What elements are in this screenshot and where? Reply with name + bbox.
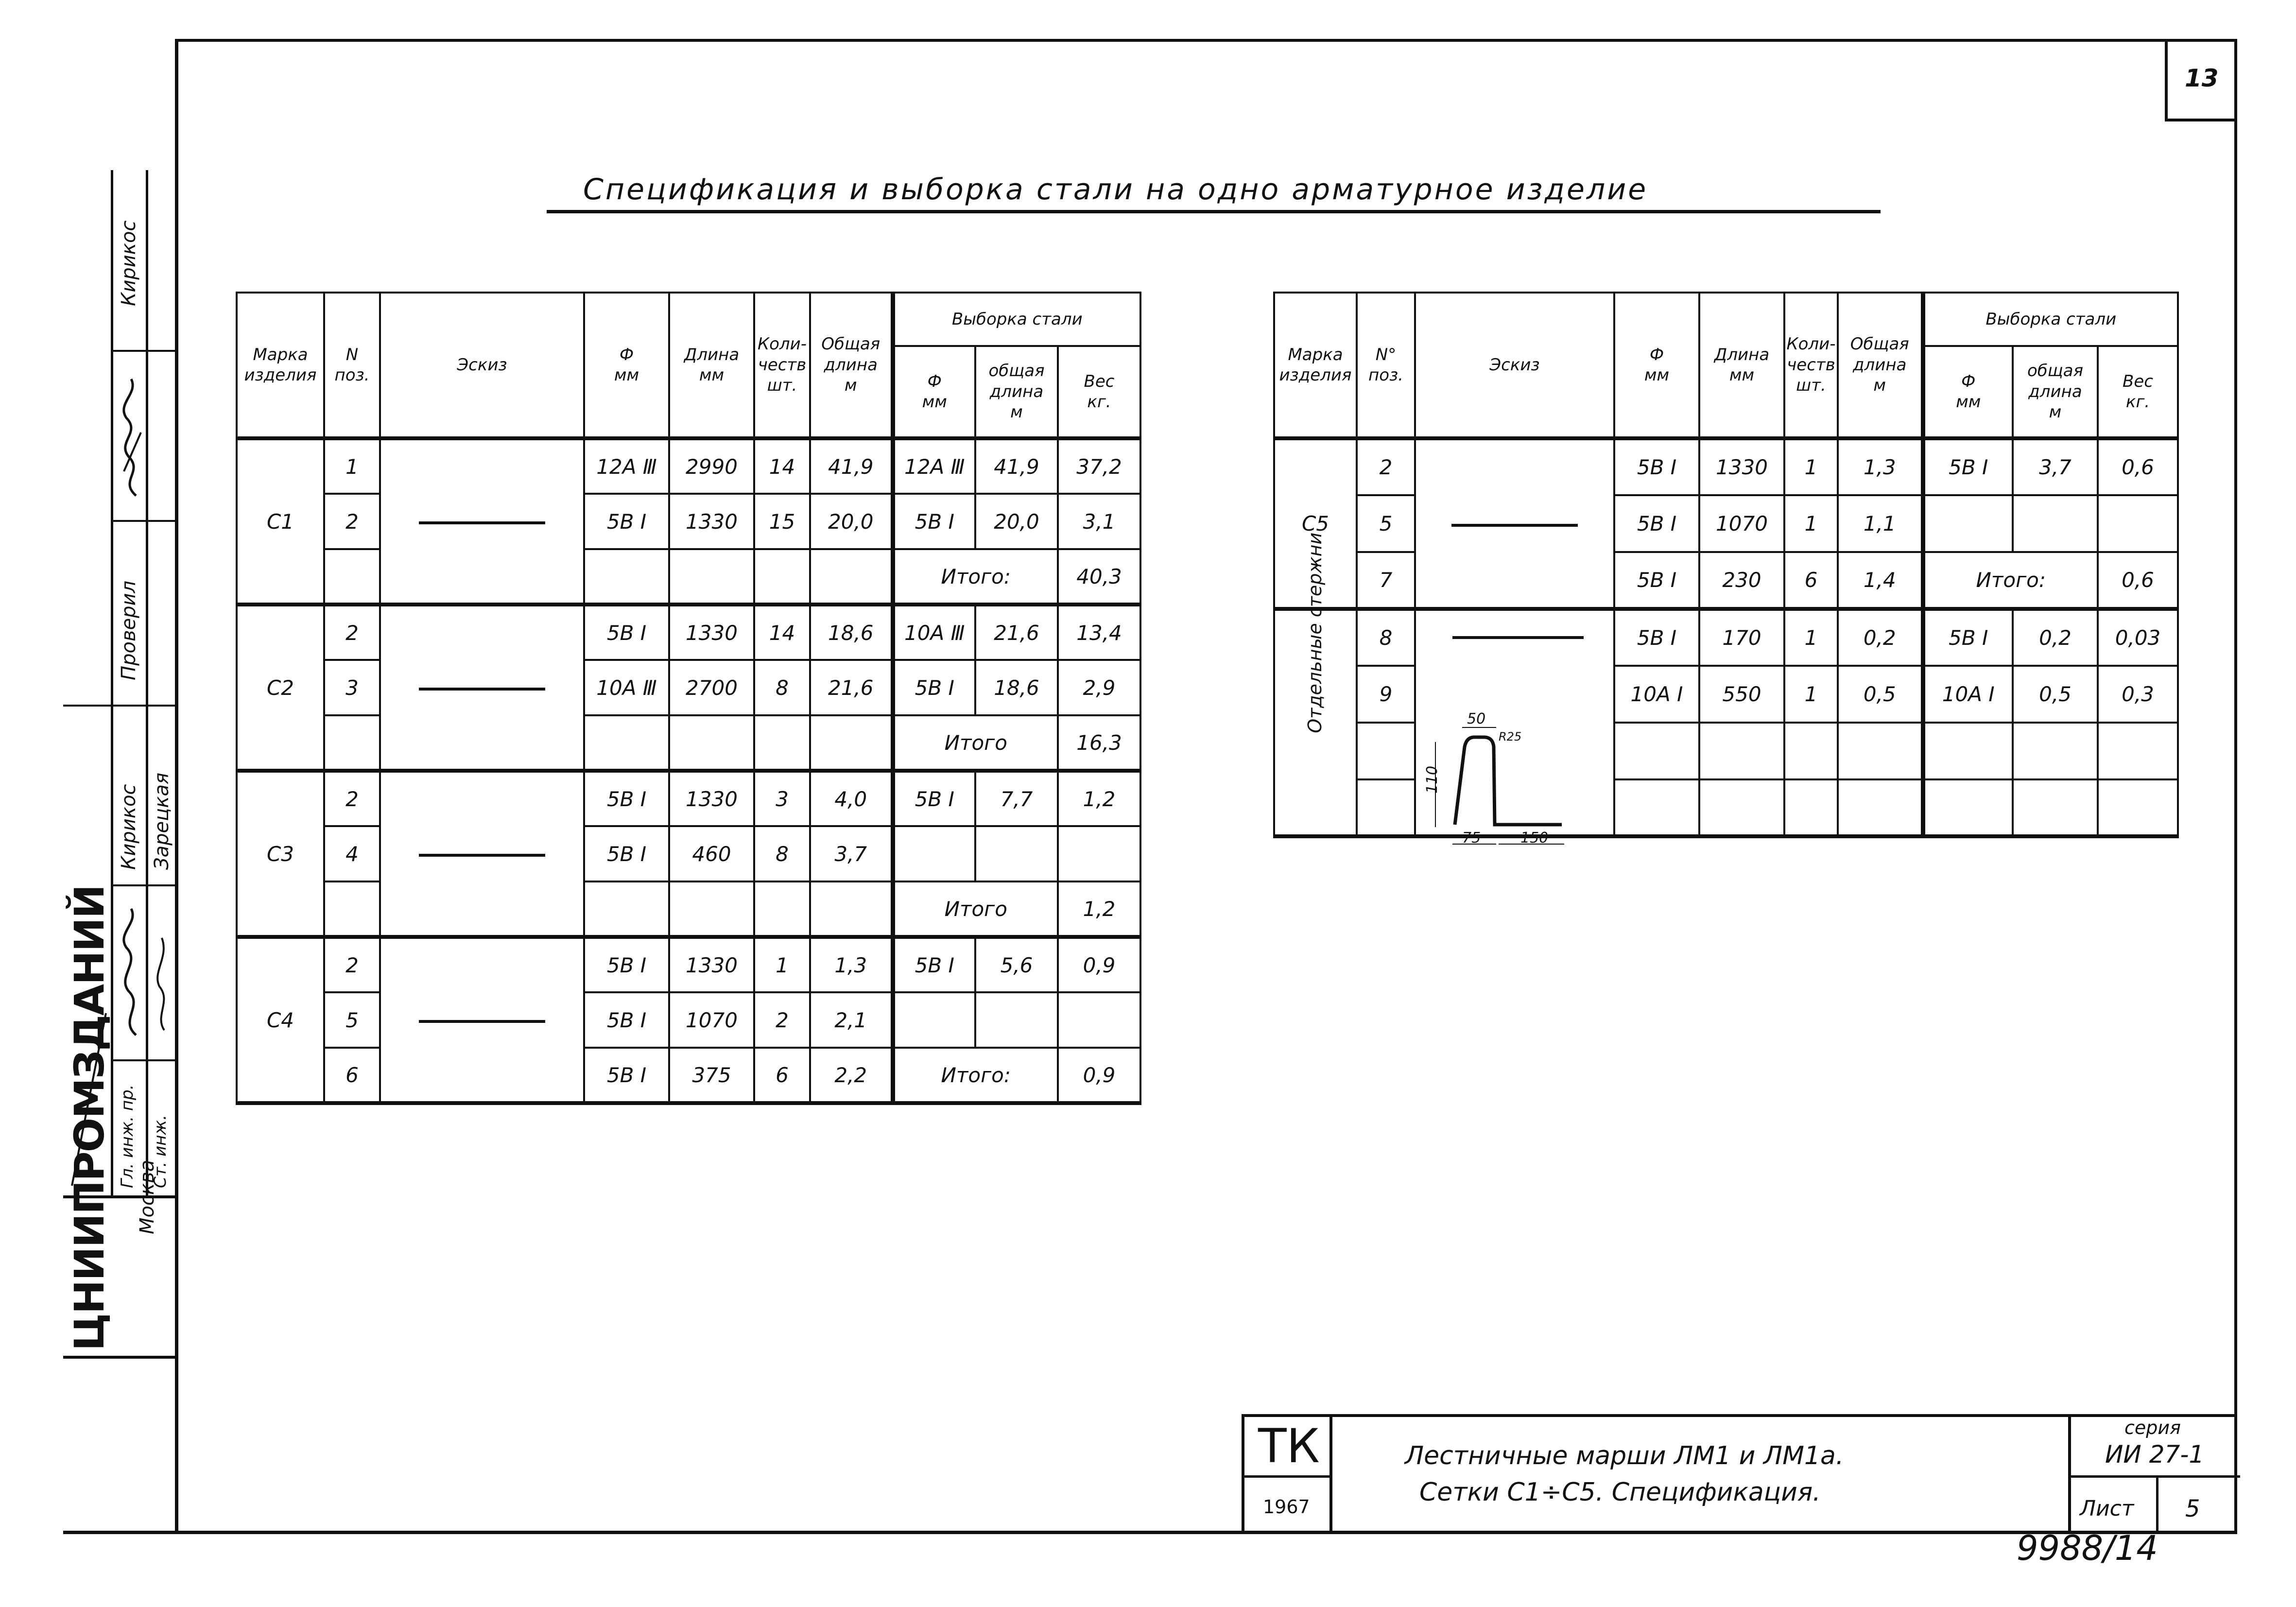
table-row	[237, 1048, 1140, 1103]
stamp-year: 1967	[1263, 1496, 1310, 1518]
header-sketch: Эскиз	[380, 293, 584, 438]
sel-weight-cell: 0,9	[1058, 1048, 1140, 1103]
header-pos: N° поз.	[1357, 293, 1415, 438]
total-cell	[810, 549, 893, 605]
count-cell	[754, 881, 810, 937]
sel-diam-cell	[1923, 495, 2013, 552]
total-cell: 1,3	[1838, 438, 1923, 495]
count-cell: 3	[754, 771, 810, 826]
total-cell: 3,7	[810, 826, 893, 881]
stamp-logo: ТК	[1258, 1419, 1320, 1473]
sel-diam-cell: 5B I	[893, 937, 975, 992]
header-row	[1274, 293, 2178, 346]
stamp-title-line1: Лестничные марши ЛМ1 и ЛМ1а.	[1405, 1441, 1844, 1470]
pos-cell	[324, 881, 380, 937]
signature-2	[114, 904, 148, 1040]
total-cell: 1,3	[810, 937, 893, 992]
stamp-title-line2: Сетки С1÷С5. Спецификация.	[1419, 1478, 1821, 1507]
strip-name-5: Гл. инж. пр.	[118, 1084, 137, 1188]
pos-cell: 2	[1357, 438, 1415, 495]
count-cell: 1	[1784, 666, 1838, 723]
diam-cell: 12A Ⅲ	[584, 438, 669, 494]
total-cell: 0,5	[1838, 666, 1923, 723]
strip-name-2: Проверил	[118, 580, 140, 680]
diam-cell: 10A I	[1614, 666, 1699, 723]
signature-1	[114, 374, 148, 501]
header-total: Общая длина м	[810, 293, 893, 438]
sketch-cell	[380, 937, 584, 1103]
diam-cell	[1614, 723, 1699, 779]
strip-name-4: Зарецкая	[151, 772, 173, 870]
count-cell: 1	[1784, 495, 1838, 552]
total-cell: 1,4	[1838, 552, 1923, 609]
subtotal-label: Итого	[893, 881, 1058, 937]
diam-cell: 5B I	[584, 605, 669, 660]
subtotal-label: Итого:	[893, 549, 1058, 605]
series-value: ИИ 27-1	[2105, 1440, 2205, 1469]
title-underline	[547, 210, 1881, 213]
total-cell: 21,6	[810, 660, 893, 715]
table-row	[1274, 609, 2178, 666]
sel-total-cell: 20,0	[975, 494, 1058, 549]
header-count: Коли- честв шт.	[754, 293, 810, 438]
org-name: ЦНИИПРОМЗДАНИЙ	[66, 885, 113, 1351]
header-sel-weight: Вес кг.	[1058, 346, 1140, 438]
count-cell: 14	[754, 438, 810, 494]
diam-cell: 5B I	[1614, 495, 1699, 552]
left-strip	[63, 170, 178, 1531]
count-cell: 1	[754, 937, 810, 992]
strip-hline	[111, 1059, 178, 1061]
sel-diam-cell	[893, 826, 975, 881]
diam-cell	[1614, 779, 1699, 836]
total-cell	[1838, 779, 1923, 836]
pos-cell: 2	[324, 605, 380, 660]
length-cell: 230	[1699, 552, 1784, 609]
header-row	[237, 293, 1140, 346]
subtotal-label: Итого:	[1923, 552, 2098, 609]
total-cell: 0,2	[1838, 609, 1923, 666]
stamp-sheet-cell	[2068, 1478, 2240, 1534]
length-cell: 2700	[669, 660, 754, 715]
length-cell: 1330	[1699, 438, 1784, 495]
header-sel-diam: Ф мм	[893, 346, 975, 438]
dim-radius: R25	[1499, 730, 1522, 743]
sel-weight-cell: 40,3	[1058, 549, 1140, 605]
sel-diam-cell: 5B I	[1923, 438, 2013, 495]
header-mark: Марка изделия	[237, 293, 324, 438]
org-city: Москва	[136, 1159, 158, 1234]
pos-cell: 3	[324, 660, 380, 715]
total-cell: 2,2	[810, 1048, 893, 1103]
subtotal-label: Итого	[893, 715, 1058, 771]
pos-cell	[1357, 723, 1415, 779]
header-count: Коли- честв шт.	[1784, 293, 1838, 438]
table-row	[237, 826, 1140, 881]
length-cell: 1330	[669, 605, 754, 660]
sel-diam-cell: 5B I	[893, 771, 975, 826]
diam-cell: 5B I	[1614, 438, 1699, 495]
dim-height: 110	[1424, 765, 1441, 794]
sel-total-cell: 18,6	[975, 660, 1058, 715]
total-cell	[1838, 723, 1923, 779]
length-cell	[669, 881, 754, 937]
diam-cell	[584, 549, 669, 605]
header-mark: Марка изделия	[1274, 293, 1357, 438]
sel-weight-cell	[2098, 779, 2178, 836]
table-row	[1274, 552, 2178, 609]
pos-cell: 7	[1357, 552, 1415, 609]
strip-name-1: Кирикос	[118, 220, 140, 306]
rebar-sketch-line	[1451, 524, 1578, 527]
header-sketch: Эскиз	[1415, 293, 1614, 438]
count-cell	[754, 549, 810, 605]
pos-cell: 6	[324, 1048, 380, 1103]
sel-total-cell: 7,7	[975, 771, 1058, 826]
total-cell: 2,1	[810, 992, 893, 1048]
pos-cell: 5	[1357, 495, 1415, 552]
sel-weight-cell	[2098, 723, 2178, 779]
length-cell: 1330	[669, 494, 754, 549]
header-sel-diam: Ф мм	[1923, 346, 2013, 438]
strip-name-6: Ст. инж.	[151, 1115, 170, 1188]
straight-bar-line	[1452, 636, 1584, 639]
sketch-cell	[380, 771, 584, 937]
count-cell: 2	[754, 992, 810, 1048]
sheet-label: Лист	[2080, 1496, 2134, 1521]
pos-cell: 2	[324, 771, 380, 826]
header-selection: Выборка стали	[1923, 293, 2178, 346]
mark-cell: С2	[237, 605, 324, 771]
count-cell: 1	[1784, 438, 1838, 495]
pos-cell: 4	[324, 826, 380, 881]
bent-bar-sketch	[1416, 611, 1613, 847]
sketch-cell	[1415, 438, 1614, 609]
total-cell: 18,6	[810, 605, 893, 660]
sel-total-cell	[2013, 779, 2098, 836]
spec-table-right	[1273, 292, 2179, 847]
sel-weight-cell: 1,2	[1058, 771, 1140, 826]
header-total: Общая длина м	[1838, 293, 1923, 438]
total-cell	[810, 715, 893, 771]
length-cell: 375	[669, 1048, 754, 1103]
page-title: Спецификация и выборка стали на одно арматурное изделие	[583, 173, 1648, 207]
diam-cell: 5B I	[584, 1048, 669, 1103]
length-cell	[1699, 723, 1784, 779]
sel-diam-cell: 12A Ⅲ	[893, 438, 975, 494]
mark-cell: С4	[237, 937, 324, 1103]
sel-total-cell: 3,7	[2013, 438, 2098, 495]
header-length: Длина мм	[669, 293, 754, 438]
length-cell: 1330	[669, 771, 754, 826]
table-row	[1274, 666, 2178, 723]
sel-total-cell: 41,9	[975, 438, 1058, 494]
header-diam: Ф мм	[1614, 293, 1699, 438]
sel-weight-cell: 1,2	[1058, 881, 1140, 937]
table-row	[237, 881, 1140, 937]
frame-right-line	[2234, 39, 2237, 1533]
sel-total-cell: 5,6	[975, 937, 1058, 992]
pos-cell: 2	[324, 937, 380, 992]
strip-hline	[111, 520, 178, 522]
sel-total-cell	[2013, 495, 2098, 552]
mark-label: Отдельные стержни	[1304, 533, 1326, 733]
table-row	[1274, 779, 2178, 836]
stamp-year-cell	[1244, 1478, 1332, 1534]
table-row	[237, 549, 1140, 605]
pos-cell	[324, 549, 380, 605]
rebar-sketch-line	[419, 521, 545, 524]
sel-diam-cell: 10A I	[1923, 666, 2013, 723]
diam-cell: 5B I	[584, 494, 669, 549]
length-cell	[1699, 779, 1784, 836]
count-cell: 8	[754, 660, 810, 715]
page-number: 13	[2185, 64, 2219, 92]
sel-weight-cell	[1058, 992, 1140, 1048]
dim-tail: 150	[1520, 829, 1549, 847]
count-cell: 6	[754, 1048, 810, 1103]
strip-name-3: Кирикос	[118, 784, 140, 870]
sketch-cell	[1415, 609, 1614, 847]
table-row	[237, 605, 1140, 660]
count-cell: 8	[754, 826, 810, 881]
table-row	[237, 438, 1140, 494]
sel-total-cell	[975, 992, 1058, 1048]
length-cell	[669, 715, 754, 771]
sel-diam-cell: 10A Ⅲ	[893, 605, 975, 660]
table-row	[237, 660, 1140, 715]
pos-cell: 5	[324, 992, 380, 1048]
count-cell: 15	[754, 494, 810, 549]
sel-weight-cell	[1058, 826, 1140, 881]
sheet-divider	[2156, 1478, 2158, 1534]
bent-bar-drawing	[1416, 659, 1615, 883]
header-selection: Выборка стали	[893, 293, 1140, 346]
count-cell	[754, 715, 810, 771]
rebar-sketch-line	[419, 854, 545, 857]
rebar-sketch-line	[419, 1020, 545, 1023]
length-cell: 170	[1699, 609, 1784, 666]
sel-weight-cell: 0,9	[1058, 937, 1140, 992]
mark-cell: С1	[237, 438, 324, 605]
sel-diam-cell: 5B I	[893, 660, 975, 715]
header-sel-total: общая длина м	[2013, 346, 2098, 438]
sel-weight-cell: 37,2	[1058, 438, 1140, 494]
sheet-number: 5	[2185, 1495, 2200, 1522]
count-cell: 6	[1784, 552, 1838, 609]
total-cell: 4,0	[810, 771, 893, 826]
mark-cell: С5	[1274, 438, 1357, 609]
sel-total-cell: 0,2	[2013, 609, 2098, 666]
count-cell	[1784, 723, 1838, 779]
strip-hline	[111, 884, 178, 886]
pos-cell: 2	[324, 494, 380, 549]
sel-weight-cell: 0,6	[2098, 552, 2178, 609]
diam-cell: 5B I	[584, 937, 669, 992]
length-cell	[669, 549, 754, 605]
length-cell: 460	[669, 826, 754, 881]
sel-diam-cell	[893, 992, 975, 1048]
count-cell: 1	[1784, 609, 1838, 666]
table-row	[237, 992, 1140, 1048]
total-cell: 20,0	[810, 494, 893, 549]
rebar-sketch-line	[419, 688, 545, 691]
title-block	[1242, 1414, 2237, 1534]
frame-top-line	[175, 39, 2235, 42]
pos-cell	[324, 715, 380, 771]
doc-number: 9988/14	[2017, 1528, 2158, 1568]
strip-hline	[111, 350, 178, 352]
diam-cell: 10A Ⅲ	[584, 660, 669, 715]
series-label: серия	[2124, 1417, 2181, 1438]
sel-weight-cell: 2,9	[1058, 660, 1140, 715]
sel-total-cell	[975, 826, 1058, 881]
header-pos: N поз.	[324, 293, 380, 438]
diam-cell: 5B I	[584, 992, 669, 1048]
dim-bottom: 75	[1462, 829, 1481, 847]
sel-weight-cell: 3,1	[1058, 494, 1140, 549]
table-row	[237, 771, 1140, 826]
sel-weight-cell: 13,4	[1058, 605, 1140, 660]
count-cell	[1784, 779, 1838, 836]
stamp-logo-cell	[1244, 1417, 1332, 1478]
mark-cell: С3	[237, 771, 324, 937]
pos-cell: 1	[324, 438, 380, 494]
length-cell: 1070	[669, 992, 754, 1048]
sel-total-cell: 0,5	[2013, 666, 2098, 723]
diam-cell	[584, 881, 669, 937]
sketch-cell	[380, 438, 584, 605]
table-row	[237, 715, 1140, 771]
mark-cell	[1274, 533, 1357, 836]
diam-cell: 5B I	[584, 826, 669, 881]
diam-cell: 5B I	[1614, 552, 1699, 609]
table-row	[1274, 438, 2178, 495]
dim-top: 50	[1467, 710, 1486, 727]
sketch-cell	[380, 605, 584, 771]
spec-table-left	[236, 292, 1141, 1105]
length-cell: 1070	[1699, 495, 1784, 552]
total-cell: 1,1	[1838, 495, 1923, 552]
strip-hline-bottom	[63, 1356, 178, 1359]
table-row	[1274, 495, 2178, 552]
table-row	[237, 937, 1140, 992]
sel-weight-cell: 0,3	[2098, 666, 2178, 723]
subtotal-label: Итого:	[893, 1048, 1058, 1103]
header-length: Длина мм	[1699, 293, 1784, 438]
header-sel-total: общая длина м	[975, 346, 1058, 438]
length-cell: 550	[1699, 666, 1784, 723]
pos-cell: 8	[1357, 609, 1415, 666]
pos-cell: 9	[1357, 666, 1415, 723]
sel-weight-cell	[2098, 495, 2178, 552]
diam-cell	[584, 715, 669, 771]
table-row	[1274, 723, 2178, 779]
sel-diam-cell: 5B I	[1923, 609, 2013, 666]
header-sel-weight: Вес кг.	[2098, 346, 2178, 438]
stamp-series-cell	[2068, 1417, 2240, 1478]
diam-cell: 5B I	[584, 771, 669, 826]
header-diam: Ф мм	[584, 293, 669, 438]
sel-total-cell	[2013, 723, 2098, 779]
diam-cell: 5B I	[1614, 609, 1699, 666]
sel-diam-cell	[1923, 779, 2013, 836]
table-row	[237, 494, 1140, 549]
sel-diam-cell: 5B I	[893, 494, 975, 549]
sel-weight-cell: 16,3	[1058, 715, 1140, 771]
length-cell: 1330	[669, 937, 754, 992]
sel-diam-cell	[1923, 723, 2013, 779]
pos-cell	[1357, 779, 1415, 836]
sel-weight-cell: 0,03	[2098, 609, 2178, 666]
strip-hline	[63, 705, 178, 707]
length-cell: 2990	[669, 438, 754, 494]
total-cell	[810, 881, 893, 937]
sel-weight-cell: 0,6	[2098, 438, 2178, 495]
strip-vline-2	[146, 170, 148, 1195]
sel-total-cell: 21,6	[975, 605, 1058, 660]
count-cell: 14	[754, 605, 810, 660]
total-cell: 41,9	[810, 438, 893, 494]
signature-3	[150, 928, 176, 1035]
page-number-box	[2165, 40, 2237, 121]
